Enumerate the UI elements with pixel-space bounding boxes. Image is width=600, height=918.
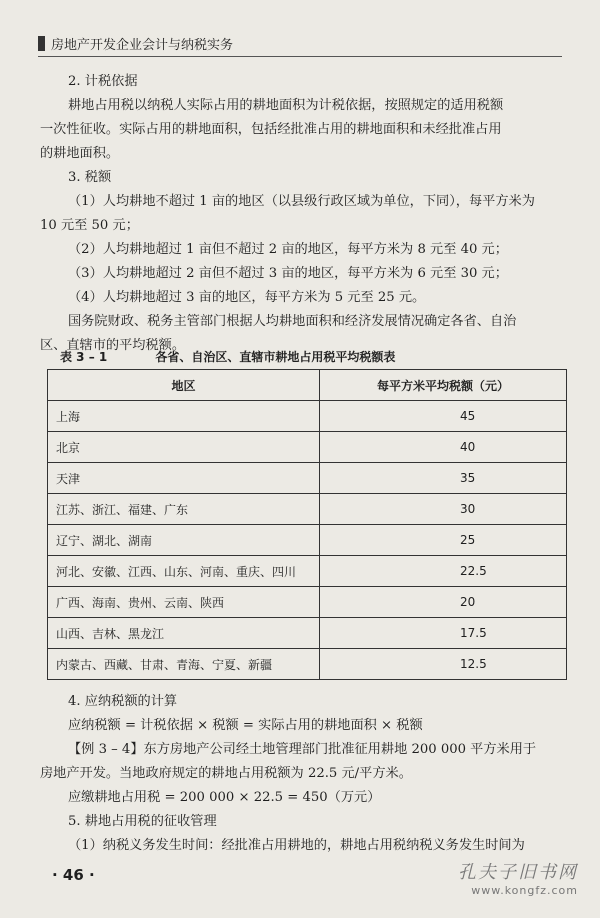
region-cell: 天津 [48, 463, 320, 494]
region-cell: 辽宁、湖北、湖南 [48, 525, 320, 556]
region-cell: 广西、海南、贵州、云南、陕西 [48, 587, 320, 618]
amount-cell: 40 [320, 432, 567, 463]
table-title: 各省、自治区、直辖市耕地占用税平均税额表 [155, 350, 396, 364]
rate-item-1-line-2: 10 元至 50 元； [40, 218, 139, 233]
table-row [48, 618, 567, 649]
upper-body-text [40, 70, 570, 358]
table-row [48, 432, 567, 463]
amount-cell: 20 [320, 587, 567, 618]
amount-cell: 17.5 [320, 618, 567, 649]
header-divider [38, 56, 562, 57]
rate-item-4: （4）人均耕地超过 3 亩的地区，每平方米为 5 元至 25 元。 [68, 290, 426, 305]
tax-rate-table [47, 369, 567, 680]
rate-item-2: （2）人均耕地超过 1 亩但不超过 2 亩的地区，每平方米为 8 元至 40 元； [68, 242, 508, 257]
region-cell: 上海 [48, 401, 320, 432]
amount-cell: 45 [320, 401, 567, 432]
table-row [48, 587, 567, 618]
rate-item-3: （3）人均耕地超过 2 亩但不超过 3 亩的地区，每平方米为 6 元至 30 元； [68, 266, 508, 281]
amount-cell: 35 [320, 463, 567, 494]
section-2-paragraph-line-1: 耕地占用税以纳税人实际占用的耕地面积为计税依据，按照规定的适用税额 [68, 98, 504, 113]
example-line-2: 房地产开发。当地政府规定的耕地占用税额为 22.5 元/平方米。 [40, 766, 412, 781]
section-3-heading: 3. 税额 [68, 170, 112, 185]
watermark-url: www.kongfz.com [471, 884, 578, 897]
table-label: 表 3 – 1 [60, 350, 108, 364]
column-header-region: 地区 [48, 370, 320, 401]
state-council-line-2: 区、直辖市的平均税额。 [40, 338, 186, 353]
column-header-amount: 每平方米平均税额（元） [320, 370, 567, 401]
table-row [48, 401, 567, 432]
region-cell: 河北、安徽、江西、山东、河南、重庆、四川 [48, 556, 320, 587]
table-row [48, 556, 567, 587]
section-4-heading: 4. 应纳税额的计算 [68, 694, 178, 709]
running-head [38, 34, 233, 53]
section-2-heading: 2. 计税依据 [68, 74, 138, 89]
region-cell: 北京 [48, 432, 320, 463]
table-caption [60, 348, 560, 365]
amount-cell: 30 [320, 494, 567, 525]
watermark-site-name: 孔夫子旧书网 [458, 862, 578, 883]
table-row [48, 525, 567, 556]
watermark [458, 858, 578, 897]
section-5-paragraph-line-1: （1）纳税义务发生时间：经批准占用耕地的，耕地占用税纳税义务发生时间为 [68, 838, 525, 853]
table-header-row [48, 370, 567, 401]
formula-line: 应纳税额 = 计税依据 × 税额 = 实际占用的耕地面积 × 税额 [68, 718, 423, 733]
running-head-marker [38, 36, 45, 51]
rate-item-1-line-1: （1）人均耕地不超过 1 亩的地区（以县级行政区域为单位，下同），每平方米为 [68, 194, 535, 209]
region-cell: 山西、吉林、黑龙江 [48, 618, 320, 649]
state-council-line-1: 国务院财政、税务主管部门根据人均耕地面积和经济发展情况确定各省、自治 [68, 314, 517, 329]
section-5-heading: 5. 耕地占用税的征收管理 [68, 814, 217, 829]
amount-cell: 22.5 [320, 556, 567, 587]
region-cell: 内蒙古、西藏、甘肃、青海、宁夏、新疆 [48, 649, 320, 680]
example-line-1: 【例 3 – 4】东方房地产公司经土地管理部门批准征用耕地 200 000 平方米用于 [68, 742, 537, 757]
table-row [48, 494, 567, 525]
amount-cell: 12.5 [320, 649, 567, 680]
running-head-title: 房地产开发企业会计与纳税实务 [51, 38, 234, 53]
amount-cell: 25 [320, 525, 567, 556]
section-2-paragraph-line-2: 一次性征收。实际占用的耕地面积，包括经批准占用的耕地面积和未经批准占用 [40, 122, 502, 137]
table-row [48, 463, 567, 494]
lower-body-text [40, 690, 570, 858]
region-cell: 江苏、浙江、福建、广东 [48, 494, 320, 525]
table-row [48, 649, 567, 680]
section-2-paragraph-line-3: 的耕地面积。 [40, 146, 120, 161]
example-calculation: 应缴耕地占用税 = 200 000 × 22.5 = 450（万元） [68, 790, 381, 805]
page-number: · 46 · [52, 866, 95, 884]
